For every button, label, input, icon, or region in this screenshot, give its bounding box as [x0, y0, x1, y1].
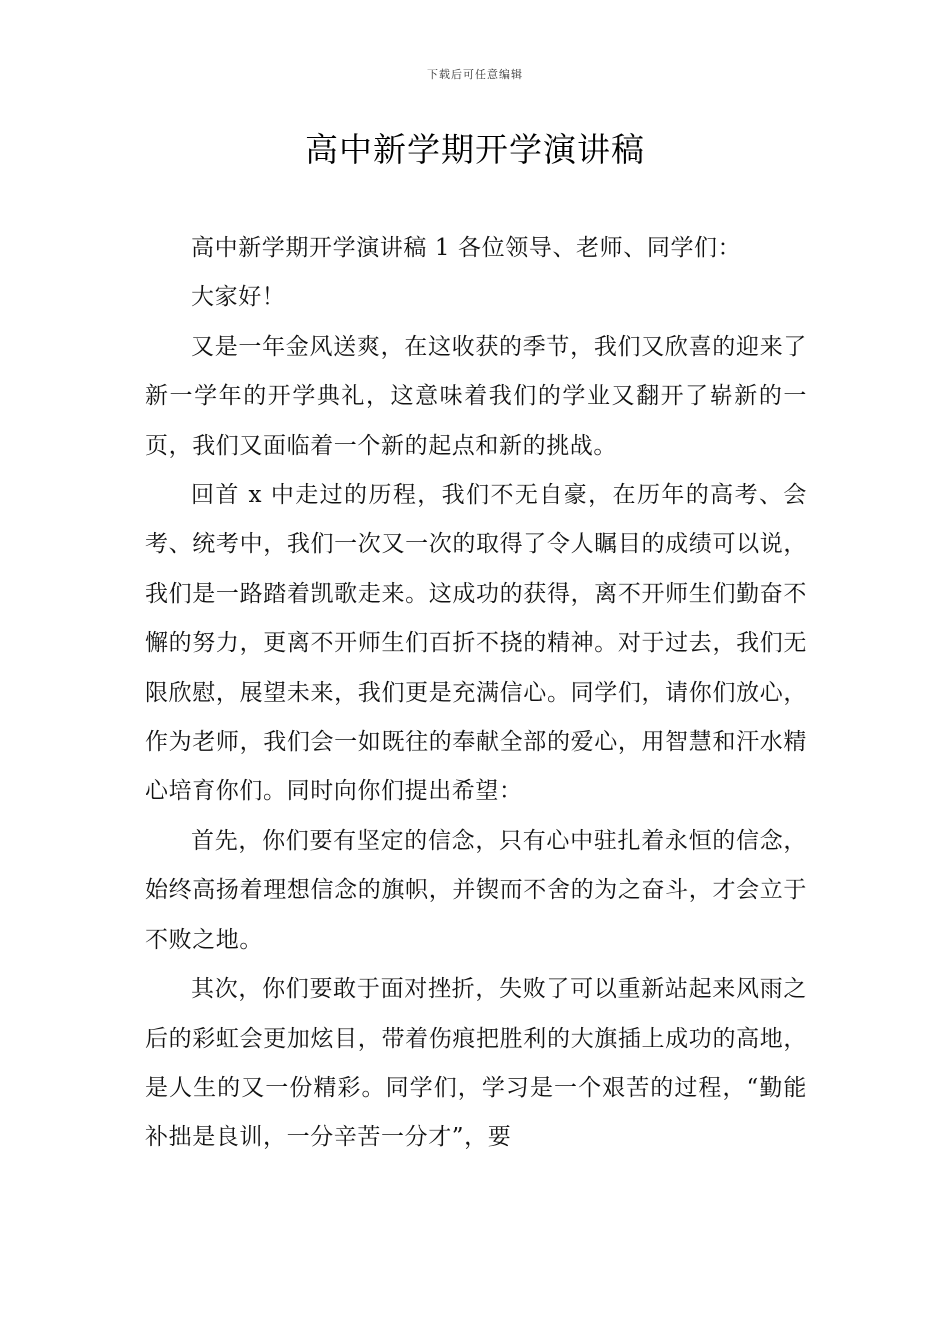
paragraph-hello: 大家好！ — [191, 284, 286, 311]
header-note: 下载后可任意编辑 — [427, 68, 523, 81]
paragraph-greeting-heading: 高中新学期开学演讲稿 1 各位领导、老师、同学们： — [191, 235, 742, 261]
paragraph-opening: 又是一年金风送爽，在这收获的季节，我们又欣喜的迎来了新一学年的开学典礼，这意味着我们的学业又翻开了崭新的一页，我们又面临着一个新的起点和新的挑战。 — [145, 333, 807, 459]
paragraph-first-hope: 首先，你们要有坚定的信念，只有心中驻扎着永恒的信念，始终高扬着理想信念的旗帜，并锲而不舍的为之奋斗，才会立于不败之地。 — [145, 827, 807, 953]
document-title: 高中新学期开学演讲稿 — [305, 130, 645, 169]
paragraph-second-hope: 其次，你们要敢于面对挫折，失败了可以重新站起来风雨之后的彩虹会更加炫目，带着伤痕把胜利的大旗插上成功的高地，是人生的又一份精彩。同学们，学习是一个艰苦的过程，“勤能补拙是良训，一分辛苦一分才”，要 — [145, 976, 807, 1151]
paragraph-history: 回首 x 中走过的历程，我们不无自豪，在历年的高考、会考、统考中，我们一次又一次的取得了令人瞩目的成绩可以说，我们是一路踏着凯歌走来。这成功的获得，离不开师生们勤奋不懈的努力，更离不开师生们百折不挠的精神。对于过去，我们无限欣慰，展望未来，我们更是充满信心。同学们，请你们放心，作为老师，我们会一如既往的奉献全部的爱心，用智慧和汗水精心培育你们。同时向你们提出希望： — [145, 482, 807, 805]
document-body — [145, 224, 807, 1163]
